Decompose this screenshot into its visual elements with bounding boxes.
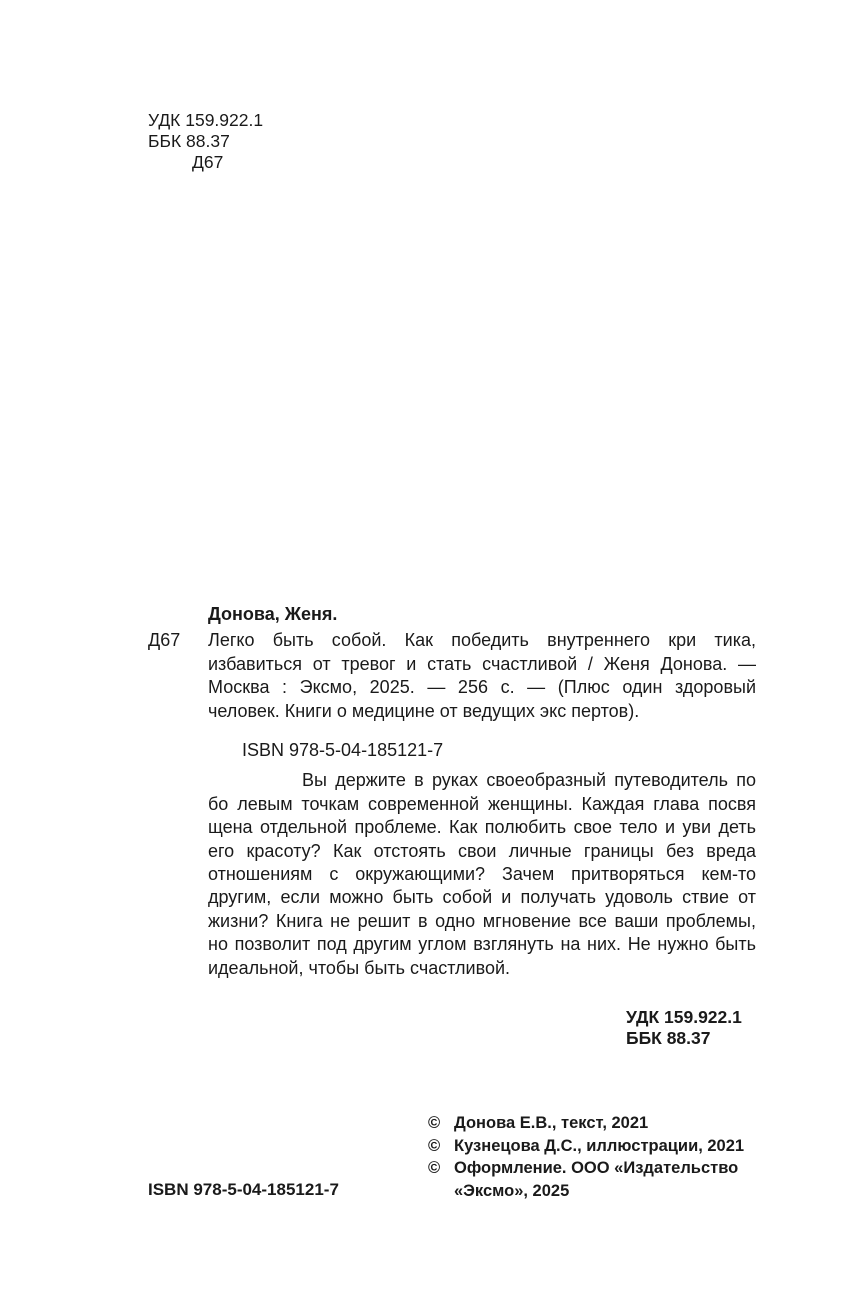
- copyright-block: [428, 1112, 768, 1202]
- udk-code: УДК 159.922.1: [148, 110, 264, 130]
- copyright-line: [428, 1135, 768, 1158]
- annotation-line-5: вреда отношениям с окружающими? Зачем притворяться: [208, 840, 756, 885]
- copyright-text: Донова Е.В., текст, 2021: [454, 1114, 649, 1132]
- desc-line-2: тика, избавиться от тревог и стать счастливой / Женя: [208, 630, 756, 674]
- annotation-line-4: деть его красоту? Как отстоять свои личные границы без: [208, 817, 756, 861]
- annotation-line-1: Вы держите в руках своеобразный путеводитель по бо: [208, 770, 756, 814]
- title-description: [208, 629, 756, 723]
- title-row: [148, 629, 756, 723]
- annotation-line-3: щена отдельной проблеме. Как полюбить свое тело и уви: [208, 817, 712, 838]
- copyright-text: Оформление. ООО «Издательство: [454, 1159, 739, 1177]
- copyright-symbol: ©: [428, 1159, 441, 1177]
- annotation-line-6: кем-то другим, если можно быть собой и получать удоволь: [208, 864, 756, 908]
- copyright-symbol: ©: [428, 1136, 441, 1155]
- copyright-line: [428, 1157, 768, 1180]
- copyright-line: [428, 1112, 768, 1135]
- desc-line-4: здоровый человек. Книги о медицине от ведущих экс: [208, 677, 756, 721]
- top-classification-codes: [148, 110, 263, 173]
- copyright-symbol: ©: [428, 1114, 441, 1132]
- entry-code: Д67: [148, 630, 181, 651]
- annotation-line-8: проблемы, но позволит под другим углом взглянуть на них.: [208, 910, 756, 955]
- entry-isbn: ISBN 978-5-04-185121-7: [242, 740, 444, 761]
- isbn-bottom: ISBN 978-5-04-185121-7: [148, 1180, 339, 1199]
- desc-line-3: Донова. — Москва : Эксмо, 2025. — 256 с. — (Плюс один: [208, 653, 756, 698]
- copyright-continuation: «Эксмо», 2025: [454, 1181, 570, 1200]
- copyright-text: Кузнецова Д.С., иллюстрации, 2021: [454, 1136, 745, 1155]
- bibliographic-entry: [148, 603, 756, 980]
- bbk-code: ББК 88.37: [148, 131, 230, 151]
- author-mark: Д67: [192, 152, 224, 172]
- author-heading: Донова, Женя.: [208, 604, 338, 624]
- annotation-line-9: Не нужно быть идеальной, чтобы быть счастливой.: [208, 934, 756, 978]
- udk-code-bold: УДК 159.922.1: [626, 1007, 742, 1027]
- bottom-classification-codes: [626, 1007, 742, 1049]
- desc-line-1: Легко быть собой. Как победить внутреннего кри: [208, 630, 697, 651]
- annotation-line-7: ствие от жизни? Книга не решит в одно мгновение все ваши: [208, 887, 756, 931]
- bbk-code-bold: ББК 88.37: [626, 1028, 711, 1048]
- desc-line-5: пертов).: [571, 700, 640, 721]
- annotation: [148, 769, 756, 980]
- annotation-line-2: левым точкам современной женщины. Каждая глава посвя: [237, 793, 756, 814]
